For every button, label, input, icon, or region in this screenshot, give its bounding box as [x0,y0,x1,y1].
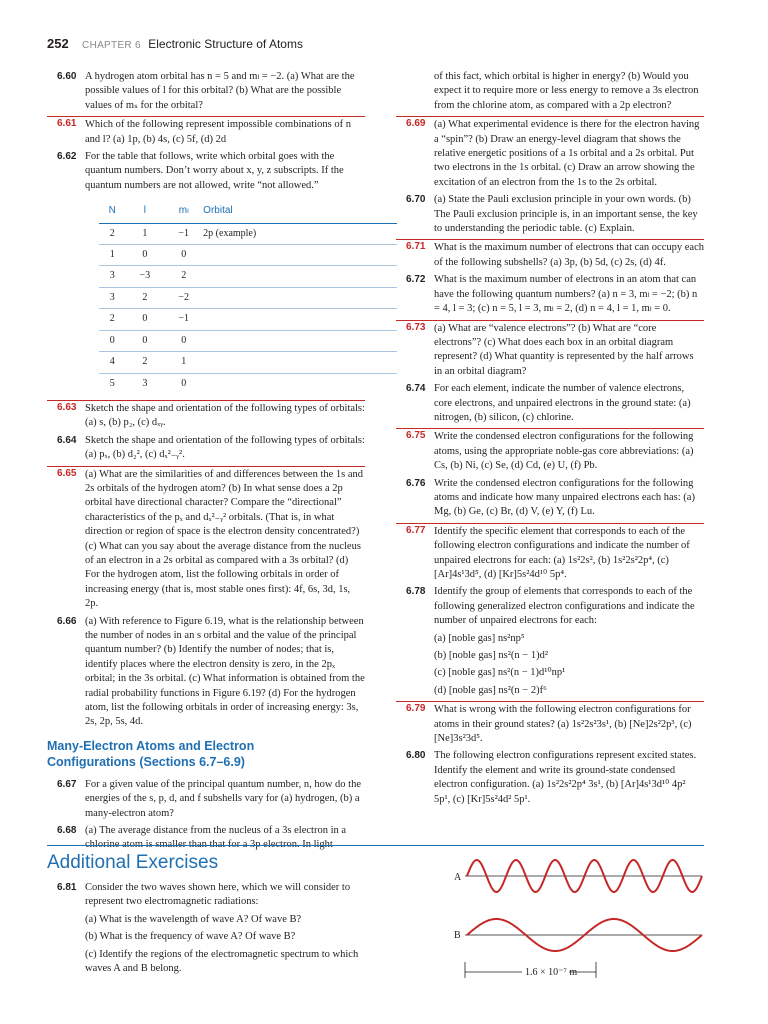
exercise-6-68-continued [396,70,704,113]
table-cell: 1 [164,352,203,373]
wave-b-label: B [454,930,461,941]
table-cell: −3 [125,266,164,287]
exercise-number: 6.76 [406,477,426,489]
table-cell: 0 [125,330,164,351]
table-cell: 2p (example) [203,223,397,244]
wave-a-label: A [454,872,462,883]
column-header: mₗ [164,201,203,223]
additional-exercises-heading: Additional Exercises [47,852,219,873]
column-header: Orbital [203,201,397,223]
exercise-6-60 [47,70,365,113]
exercise-6-64 [47,434,365,463]
table-cell: 5 [109,377,115,389]
exercise-6-66 [47,615,365,730]
table-cell: 0 [99,330,125,351]
exercise-6-75 [396,428,704,473]
table-cell: 2 [125,287,164,308]
table-cell [203,266,397,287]
exercise-text: The following electron configurations represent excited states. Identify the element and write its ground-state condensed electron configuration. (a) 1s²2s²2p⁴ 3s¹, (b) [Ar]4s¹3d¹⁰ 4p² 5p¹, (c) [Kr]5s²4d² 5p¹. [434,750,697,805]
exercise-number: 6.66 [57,615,77,627]
exercise-6-80 [396,749,704,807]
exercise-text: What is the maximum number of electrons in an atom that can have the following quantum numbers? (a) n = 3, mₗ = −2; (b) n = 4, l = 3; (c) n = 5, l = 3, mₗ = 2, (d) n = 4, l = 1, mₗ = 0. [434,274,698,315]
exercise-number: 6.65 [57,467,77,479]
exercise-number: 6.64 [57,434,77,446]
exercise-number: 6.69 [406,118,426,130]
exercise-text: Write the condensed electron configurations for the following atoms and indicate how many unpaired electrons each has: (a) Mg, (b) Ge, (c) Br, (d) V, (e) Y, (f) Lu. [434,477,695,518]
exercise-text: Which of the following represent impossible combinations of n and l? (a) 1p, (b) 4s, (c) 5f, (d) 2d [85,119,351,145]
table-cell: 4 [99,352,125,373]
table-row [99,373,397,394]
exercise-part: (c) [noble gas] ns²(n − 1)d¹⁰np¹ [434,667,566,679]
exercise-text: For a given value of the principal quantum number, n, how do the energies of the s, p, d, and f subshells vary for (a) hydrogen, (b) a many-electron atom? [85,778,362,819]
exercise-text: (a) State the Pauli exclusion principle in your own words. (b) The Pauli exclusion principle is, in an important sense, the key to understanding the periodic table. (c) Explain. [434,194,698,235]
section-divider [47,845,704,846]
exercise-number: 6.78 [406,586,426,598]
exercise-6-68 [47,824,365,853]
exercise-6-78 [396,585,704,698]
table-cell: −1 [164,309,203,330]
exercise-6-62 [47,150,365,193]
exercise-text: of this fact, which orbital is higher in energy? (b) Would you expect it to require more or less energy to remove a 3s electron from the chlorine atom, as compared with a 2p electron? [434,71,699,111]
table-cell: 0 [164,330,203,351]
section-heading [47,738,365,770]
exercise-number: 6.70 [406,194,426,206]
table-cell: 1 [99,245,125,266]
exercise-text: Identify the specific element that corresponds to each of the following electron configurations and indicate the number of unpaired electrons for each: (a) 1s²2s², (b) 1s²2s²2p⁴, (c) [Ar]4s¹3d⁵, (d) [Kr]5s²4d¹⁰ 5p⁴. [434,525,690,580]
table-row [99,223,397,244]
scale-label: 1.6 × 10⁻⁷ m [525,967,578,978]
exercise-number: 6.71 [406,241,426,253]
table-cell [203,245,397,266]
table-cell: 2 [164,266,203,287]
section-heading-line: Many-Electron Atoms and Electron [47,738,255,753]
exercise-part: (c) Identify the regions of the electromagnetic spectrum to which waves A and B belong. [85,948,359,975]
table-cell: 0 [125,245,164,266]
column-header: l [125,201,164,223]
table-row [99,287,397,308]
exercise-text: What is wrong with the following electron configurations for atoms in their ground states? (a) 1s²2s²3s¹, (b) [Ne]2s²2p³, (c) [Ne]3s²3d⁵. [434,704,692,745]
table-cell: −2 [164,287,203,308]
exercise-6-61 [47,116,365,147]
exercise-number: 6.72 [406,274,426,286]
exercise-part: (a) What is the wavelength of wave A? Of wave B? [85,913,302,925]
table-cell: 1 [125,223,164,244]
right-column [396,70,704,810]
table-cell [203,373,397,394]
exercise-number: 6.74 [406,383,426,395]
exercise-text: Sketch the shape and orientation of the following types of orbitals: (a) pₓ, (b) d₂², (c) dₓ²₋ᵧ². [85,434,365,461]
table-cell: 0 [125,309,164,330]
exercise-text: (a) The average distance from the nucleus of a 3s electron in a chlorine atom is smaller than that for a 3p electron. In light [85,825,347,851]
table-cell: 0 [164,245,203,266]
exercise-6-63 [47,400,365,431]
table-cell: 0 [181,377,187,389]
exercise-text: Write the condensed electron configurations for the following atoms, using the appropriate noble-gas core abbreviations: (a) Cs, (b) Ni, (c) Se, (d) Cd, (e) U, (f) Pb. [434,431,694,472]
table-cell: 3 [99,287,125,308]
exercise-number: 6.80 [406,750,426,762]
exercise-6-69 [396,116,704,190]
table-cell [203,352,397,373]
exercise-6-67 [47,778,365,821]
left-column [47,70,365,856]
exercise-text: Consider the two waves shown here, which we will consider to represent two electromagnetic radiations: [85,882,351,908]
exercise-part: (a) [noble gas] ns²np⁵ [434,632,525,644]
exercise-text: Identify the group of elements that corresponds to each of the following generalized electron configurations and indicate the number of unpaired electrons for each: [434,586,695,627]
exercise-number: 6.75 [406,430,426,442]
exercise-6-81 [47,881,365,976]
wave-figure [452,858,704,980]
exercise-6-74 [396,382,704,425]
table-cell: 2 [99,223,125,244]
table-cell: −1 [164,223,203,244]
page-header [47,36,303,51]
exercise-6-65 [47,466,365,612]
exercise-number: 6.62 [57,151,77,163]
exercise-part: (b) [noble gas] ns²(n − 1)d² [434,650,548,662]
exercise-6-72 [396,273,704,316]
table-row [99,266,397,287]
table-cell [203,287,397,308]
exercise-6-71 [396,239,704,270]
exercise-number: 6.77 [406,524,426,536]
page-number: 252 [47,36,69,51]
chapter-title: Electronic Structure of Atoms [148,37,303,51]
table-row [99,330,397,351]
table-row [99,309,397,330]
exercise-6-73 [396,320,704,380]
exercise-text: For the table that follows, write which orbital goes with the quantum numbers. Don’t worry about x, y, z subscripts. If the quantum numbers are not allowed, write “not allowed.” [85,151,344,191]
exercise-6-79 [396,701,704,746]
table-cell: 2 [99,309,125,330]
exercise-part: (d) [noble gas] ns²(n − 2)f⁶ [434,684,547,696]
table-cell [203,309,397,330]
exercise-number: 6.67 [57,778,77,790]
table-cell: 3 [142,377,148,389]
table-cell: 3 [99,266,125,287]
table-row [99,352,397,373]
exercise-number: 6.81 [57,882,77,893]
exercise-text: (a) What are the similarities of and differences between the 1s and 2s orbitals of the hydrogen atom? (b) In what sense does a 2p orbital have directional character? Compare the “directional” characteristics of the pₓ and dₓ²₋ᵧ² orbitals. (That is, in what direction or region of space is the electron density concentrated?) (c) What can you say about the average distance from the nucleus of an electron in a 2s orbital as compared with a 3s orbital? (d) For the hydrogen atom, list the following orbitals in order of increasing energy (that is, most stable ones first): 4f, 6s, 3d, 1s, 2p. [85,468,364,610]
quantum-number-table [99,201,397,394]
exercise-number: 6.79 [406,703,426,715]
exercise-text: (a) What experimental evidence is there for the electron having a “spin”? (b) Draw an energy-level diagram that shows the relative energetic positions of a 1s orbital and a 2s orbital. Put two electrons in the 1s orbital. (c) Draw an arrow showing the excitation of an electron from the 1s to the 2s orbital. [434,119,700,188]
exercise-text: (a) With reference to Figure 6.19, what is the relationship between the number of nodes in an s orbital and the value of the principal quantum number? (b) Identify the number of nodes; that is, identify places where the electron density is zero, in the 2pₓ orbital; in the 3s orbital. (c) What information is obtained from the radial probability functions in Figure 6.19? (d) For the hydrogen atom, list the following orbitals in order of increasing energy: 3s, 2s, 2p, 5s, 4d. [85,615,365,728]
exercise-6-81-stem [47,881,365,910]
table-row [99,245,397,266]
exercise-text: What is the maximum number of electrons that can occupy each of the following subshells? (a) 3p, (b) 5d, (c) 2s, (d) 4f. [434,242,704,268]
section-heading-line: Configurations (Sections 6.7–6.9) [47,754,245,769]
exercise-number: 6.73 [406,321,426,333]
chapter-label: CHAPTER 6 [82,40,141,51]
exercise-6-70 [396,193,704,236]
exercise-text: A hydrogen atom orbital has n = 5 and mₗ = −2. (a) What are the possible values of l for this orbital? (b) What are the possible values of mₛ for the orbital? [85,71,355,111]
exercise-6-77 [396,523,704,583]
table-cell: 2 [125,352,164,373]
table-cell [203,330,397,351]
column-header: N [99,201,125,223]
exercise-text: For each element, indicate the number of valence electrons, core electrons, and unpaired electrons in the ground state: (a) nitrogen, (b) silicon, (c) chlorine. [434,383,691,423]
exercise-number: 6.61 [57,118,77,130]
exercise-text: Sketch the shape and orientation of the following types of orbitals: (a) s, (b) p₂, (c) dₓᵧ. [85,402,365,429]
exercise-part: (b) What is the frequency of wave A? Of wave B? [85,931,296,943]
exercise-text: (a) What are “valence electrons”? (b) What are “core electrons”? (c) What does each box in an orbital diagram represent? (d) What quantity is represented by the half arrows in an orbital diagram? [434,322,694,377]
exercise-number: 6.68 [57,825,77,837]
exercise-6-76 [396,477,704,520]
table-header-row [99,201,397,223]
exercise-number: 6.63 [57,401,77,413]
exercise-number: 6.60 [57,71,77,82]
